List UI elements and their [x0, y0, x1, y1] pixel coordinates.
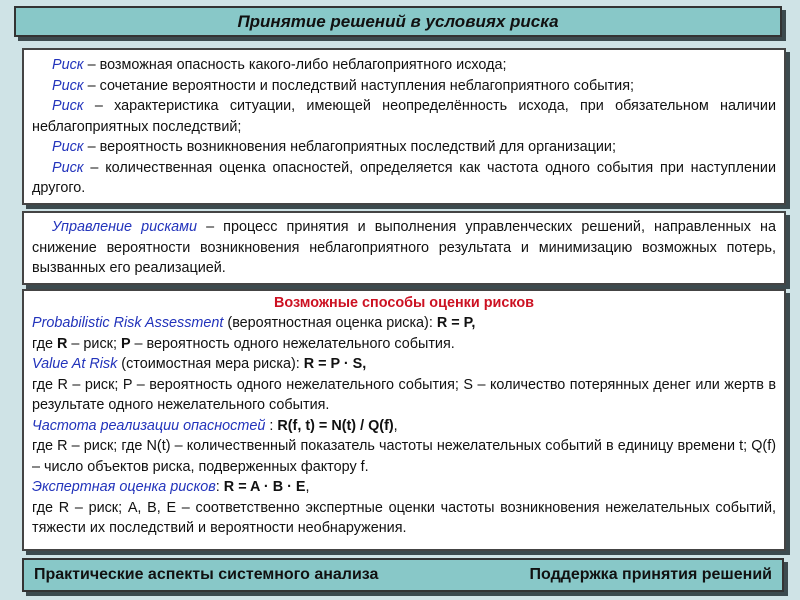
expert-where: где R – риск; A, B, E – соответственно экспертные оценки частоты возникновения нежелательных событий, тяжести их последствий и вероятности необнаружения. — [32, 499, 776, 536]
risk-methods-box — [22, 289, 786, 551]
var-where: где R – риск; P – вероятность одного нежелательного события; S – количество потерянных денег или жертв в результате одного нежелательного события. — [32, 376, 776, 413]
risk-definitions-box — [22, 48, 786, 205]
risk-management-box — [22, 211, 786, 285]
term: Риск — [52, 139, 84, 155]
term: Риск — [52, 77, 84, 94]
pra-line: Probabilistic Risk Assessment (вероятностная оценка риска): R = P, — [32, 315, 476, 331]
term: Риск — [52, 98, 84, 114]
definition-item: Риск – количественная оценка опасностей, определяется как частота одного события при наступлении другого. — [32, 159, 776, 196]
definition-item: Риск – сочетание вероятности и последствий наступления неблагоприятного события; — [52, 77, 634, 94]
definition-item: Риск – вероятность возникновения неблагоприятных последствий для организации; — [52, 139, 616, 155]
term: Риск — [52, 159, 84, 176]
term: Управление рисками — [52, 219, 197, 235]
footer-right: Поддержка принятия решений — [529, 566, 772, 583]
expert-line: Экспертная оценка рисков: R = A · B · E, — [32, 479, 310, 495]
footer-bar — [22, 558, 784, 592]
methods-title: Возможные способы оценки рисков — [274, 295, 534, 311]
term: Риск — [52, 57, 84, 73]
slide-title-bar — [14, 6, 782, 37]
freq-where: где R – риск; где N(t) – количественный показатель частоты нежелательных событий в единицу времени t; Q(f) – число объектов риска, подверженных фактору f. — [32, 438, 776, 475]
footer-left: Практические аспекты системного анализа — [34, 566, 379, 583]
freq-line: Частота реализации опасностей : R(f, t) = N(t) / Q(f), — [32, 417, 398, 434]
var-line: Value At Risk (стоимостная мера риска): R = P · S, — [32, 356, 367, 372]
slide-title: Принятие решений в условиях риска — [237, 11, 559, 31]
definition-item: Риск – характеристика ситуации, имеющей неопределённость исхода, при обязательном наличии неблагоприятных последствий; — [32, 98, 776, 135]
definition-item: Риск – возможная опасность какого-либо неблагоприятного исхода; — [52, 57, 507, 73]
management-definition: Управление рисками – процесс принятия и выполнения управленческих решений, направленных на снижение вероятности возникновения неблагоприятного результата и минимизацию возможных потерь, вызванных его реализацией. — [32, 219, 776, 276]
pra-where: где R – риск; P – вероятность одного нежелательного события. — [32, 335, 455, 352]
